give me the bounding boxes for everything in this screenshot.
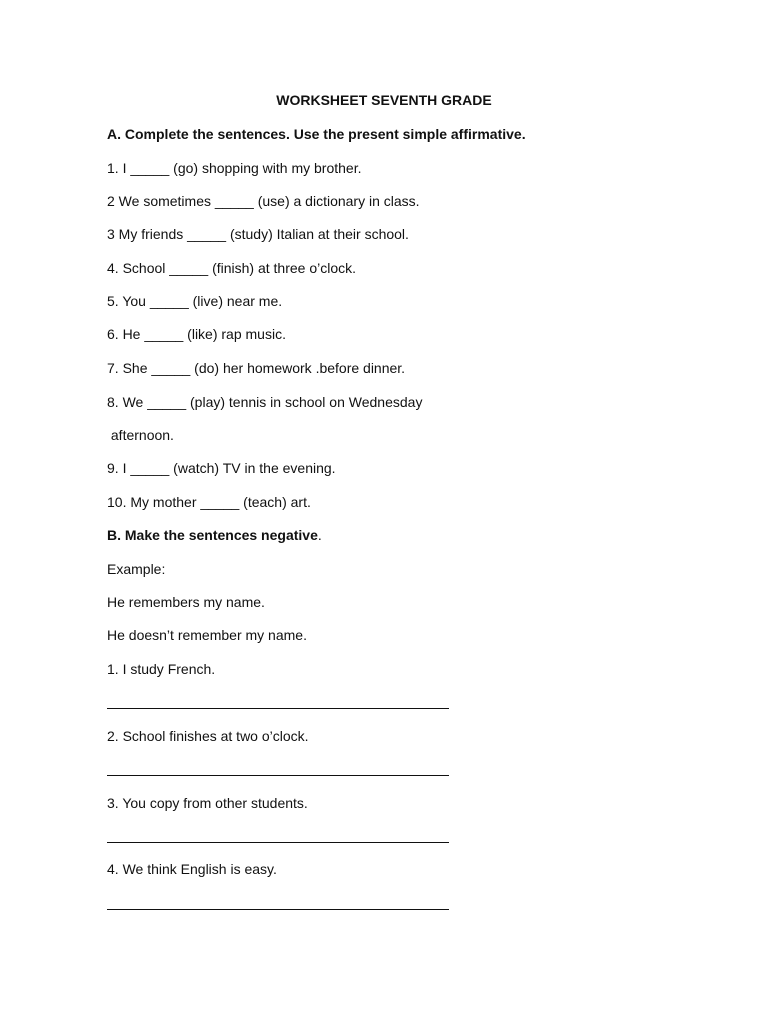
section-a-item-7: 7. She _____ (do) her homework .before dinner. (107, 360, 406, 376)
worksheet-title: WORKSHEET SEVENTH GRADE (276, 92, 492, 108)
answer-line-1[interactable] (107, 708, 449, 709)
answer-line-4[interactable] (107, 909, 449, 910)
section-a-item-2: 2 We sometimes _____ (use) a dictionary in class. (107, 193, 420, 209)
section-a-item-10: 10. My mother _____ (teach) art. (107, 494, 311, 510)
answer-line-2[interactable] (107, 775, 449, 776)
section-a-item-3: 3 My friends _____ (study) Italian at their school. (107, 226, 409, 242)
section-a-item-1: 1. I _____ (go) shopping with my brother. (107, 160, 362, 176)
section-b-item-2: 2. School finishes at two o’clock. (107, 728, 309, 744)
example-label: Example: (107, 561, 166, 577)
section-a-item-9: 9. I _____ (watch) TV in the evening. (107, 460, 336, 476)
section-a-heading: A. Complete the sentences. Use the present simple affirmative. (107, 126, 526, 142)
section-b-item-3: 3. You copy from other students. (107, 795, 308, 811)
section-b-heading-text: B. Make the sentences negative (107, 527, 318, 543)
section-b-heading (107, 526, 322, 544)
section-a-item-4: 4. School _____ (finish) at three o’clock. (107, 260, 357, 276)
example-sentence: He remembers my name. (107, 594, 265, 610)
section-b-heading-period: . (317, 527, 322, 543)
example-answer: He doesn’t remember my name. (107, 627, 307, 643)
section-b-item-1: 1. I study French. (107, 661, 216, 677)
section-b-item-4: 4. We think English is easy. (107, 861, 277, 877)
section-a-item-8-continued: afternoon. (107, 427, 174, 443)
section-a-item-5: 5. You _____ (live) near me. (107, 293, 283, 309)
section-a-item-8: 8. We _____ (play) tennis in school on Wednesday (107, 394, 423, 410)
section-a-item-6: 6. He _____ (like) rap music. (107, 326, 286, 342)
answer-line-3[interactable] (107, 842, 449, 843)
